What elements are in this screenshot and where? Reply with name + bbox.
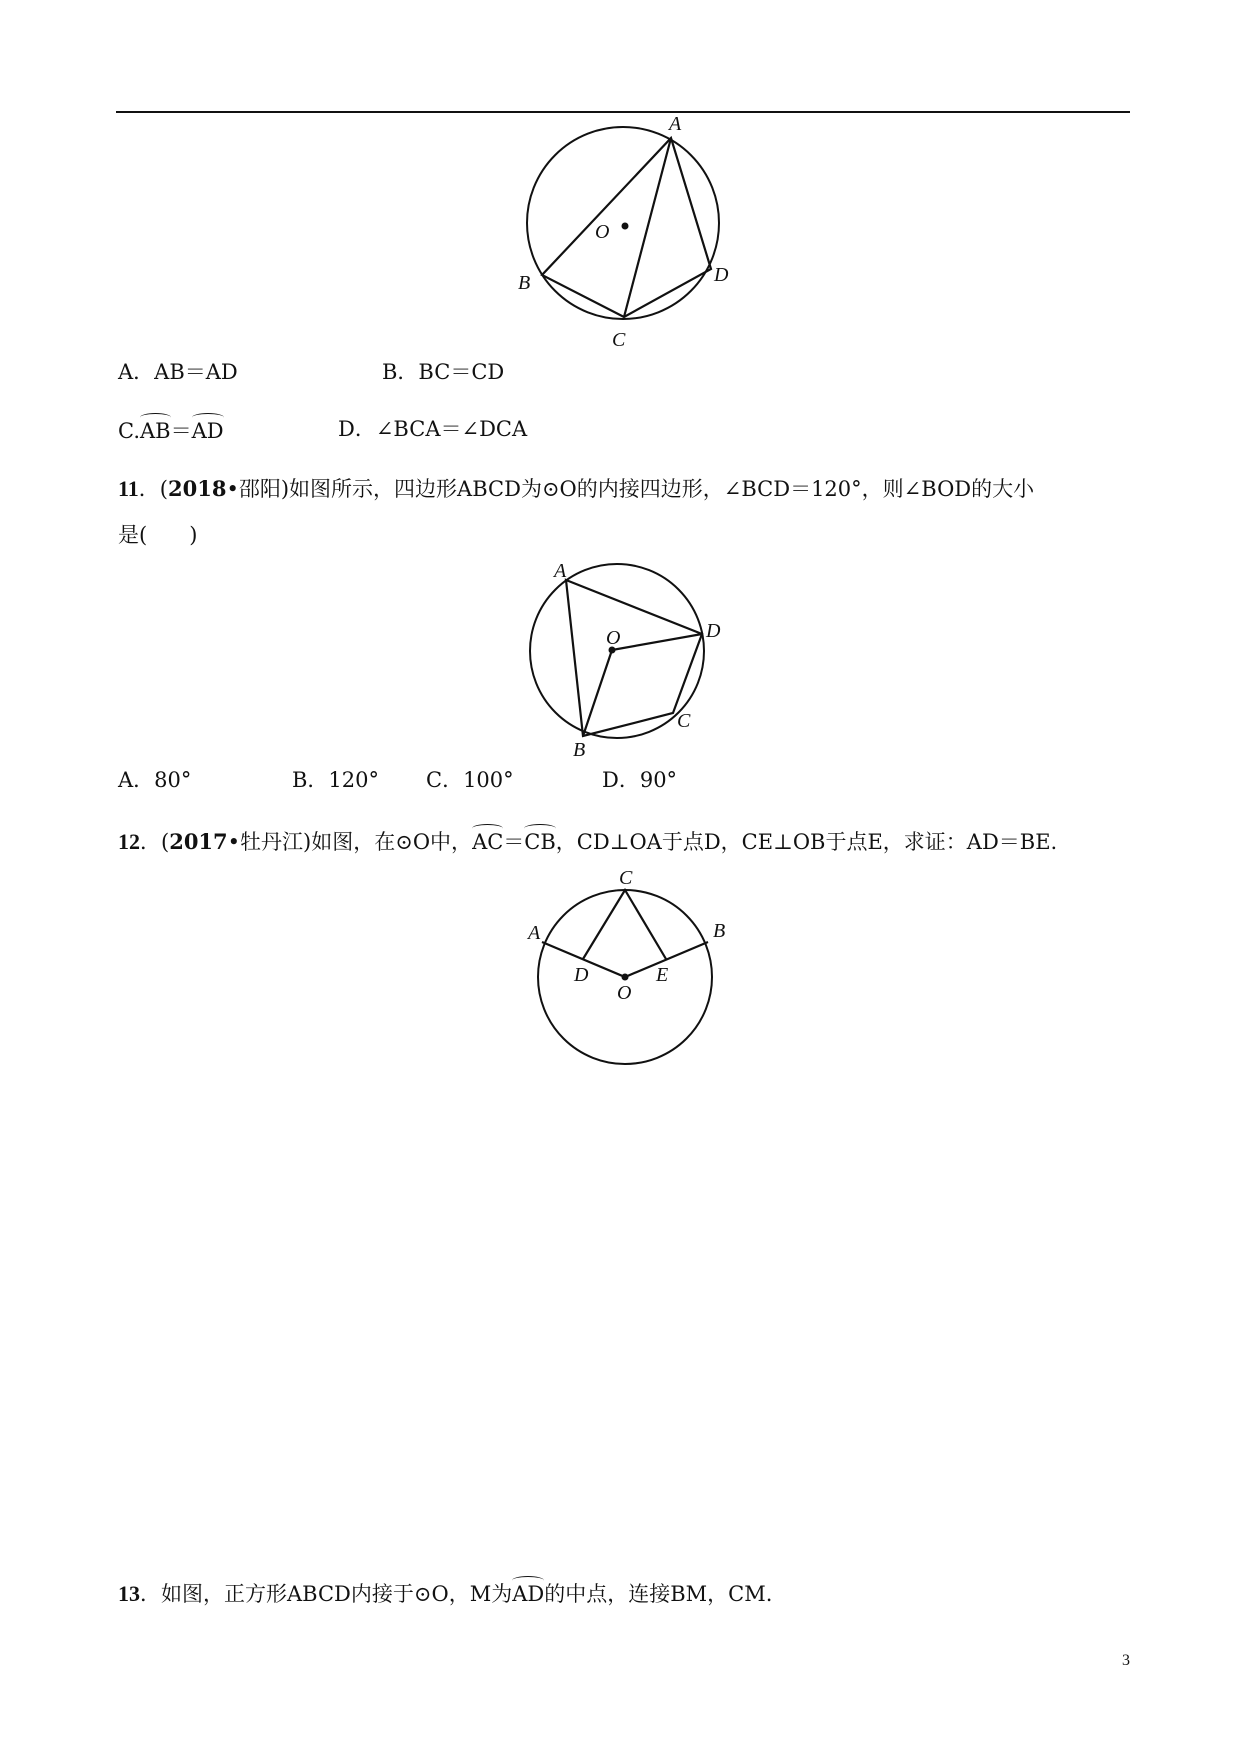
q10-option-c-arc2: AD	[191, 419, 224, 443]
q11-number: 11	[118, 476, 139, 501]
q13-question	[118, 1582, 772, 1605]
q11-option-a[interactable]: A．80°	[118, 768, 192, 792]
q12-eq: ＝	[503, 830, 525, 854]
q11-label-a: A	[554, 560, 567, 582]
q12-label-e: E	[656, 964, 669, 986]
q10-label-a: A	[669, 113, 682, 135]
q12-arc-ac: AC	[472, 830, 504, 854]
q11-question-line2	[118, 525, 197, 546]
q11-label-d: D	[706, 620, 721, 642]
q11-option-b[interactable]: B．120°	[292, 768, 380, 792]
q10-option-d[interactable]: D．∠BCA＝∠DCA	[338, 417, 528, 441]
q12-number: 12	[118, 829, 140, 854]
q12-label-c: C	[619, 867, 633, 889]
q11-source-year: 2018	[168, 476, 227, 501]
q12-text-a: 如图，在⊙O中，	[311, 830, 473, 854]
header-rule	[116, 111, 1130, 113]
q10-option-c-arc1: AB	[140, 419, 171, 443]
q10-label-d: D	[714, 264, 729, 286]
q12-label-d: D	[574, 964, 589, 986]
q12-source-year: 2017	[169, 829, 228, 854]
q12-text-b: ，CD⊥OA于点D，CE⊥OB于点E，求证：AD＝BE.	[555, 830, 1058, 854]
q10-circle	[527, 127, 719, 319]
q12-arc-cb: CB	[524, 830, 556, 854]
q12-source	[161, 830, 311, 854]
q11-label-c: C	[677, 710, 691, 732]
q12-label-a: A	[528, 922, 541, 944]
q13-number: 13	[118, 1581, 140, 1606]
q10-diagonal-ac	[624, 138, 671, 317]
page-number: 3	[1122, 1652, 1130, 1669]
q11-label-b: B	[573, 739, 586, 761]
q12-label-b: B	[713, 920, 726, 942]
q10-center-dot	[622, 223, 629, 230]
q11-source-open: (	[159, 477, 168, 501]
q11-text-line1: 如图所示，四边形ABCD为⊙O的内接四边形，∠BCD＝120°，则∠BOD的大小	[289, 477, 1035, 501]
q10-option-c-prefix: C.	[118, 419, 140, 443]
q13-text-a: 如图，正方形ABCD内接于⊙O，M为	[161, 1582, 513, 1606]
q11-option-d[interactable]: D．90°	[602, 768, 678, 792]
q13-number-dot: ．	[140, 1582, 161, 1606]
q10-label-o: O	[595, 221, 610, 243]
q11-source	[160, 477, 289, 501]
q11-source-place: •邵阳)	[226, 477, 290, 501]
q11-text-line2: 是( )	[118, 523, 198, 547]
q13-text-b: 的中点，连接BM，CM.	[544, 1582, 773, 1606]
q10-option-c[interactable]	[118, 419, 224, 442]
q12-perpendiculars	[583, 890, 666, 959]
q11-number-dot: ．	[138, 477, 160, 501]
q11-figure	[510, 555, 750, 765]
q12-figure	[520, 862, 740, 1072]
q10-label-b: B	[518, 272, 531, 294]
q11-question-line1	[118, 478, 1034, 500]
q10-option-a[interactable]: A．AB＝AD	[118, 360, 238, 384]
q12-center-dot	[622, 974, 629, 981]
q12-number-dot: ．	[140, 830, 161, 854]
q10-figure	[500, 114, 760, 354]
q12-source-open: (	[161, 830, 170, 854]
q12-source-place: •牡丹江)	[227, 830, 312, 854]
q12-radii	[542, 942, 708, 977]
q10-option-c-eq: ＝	[170, 419, 192, 443]
q11-label-o: O	[606, 627, 621, 649]
q13-arc-ad: AD	[512, 1582, 545, 1606]
q12-label-o: O	[617, 982, 632, 1004]
q10-option-b[interactable]: B．BC＝CD	[382, 360, 505, 384]
q12-question	[118, 830, 1057, 853]
q11-option-c[interactable]: C．100°	[426, 768, 514, 792]
q10-label-c: C	[612, 329, 626, 351]
